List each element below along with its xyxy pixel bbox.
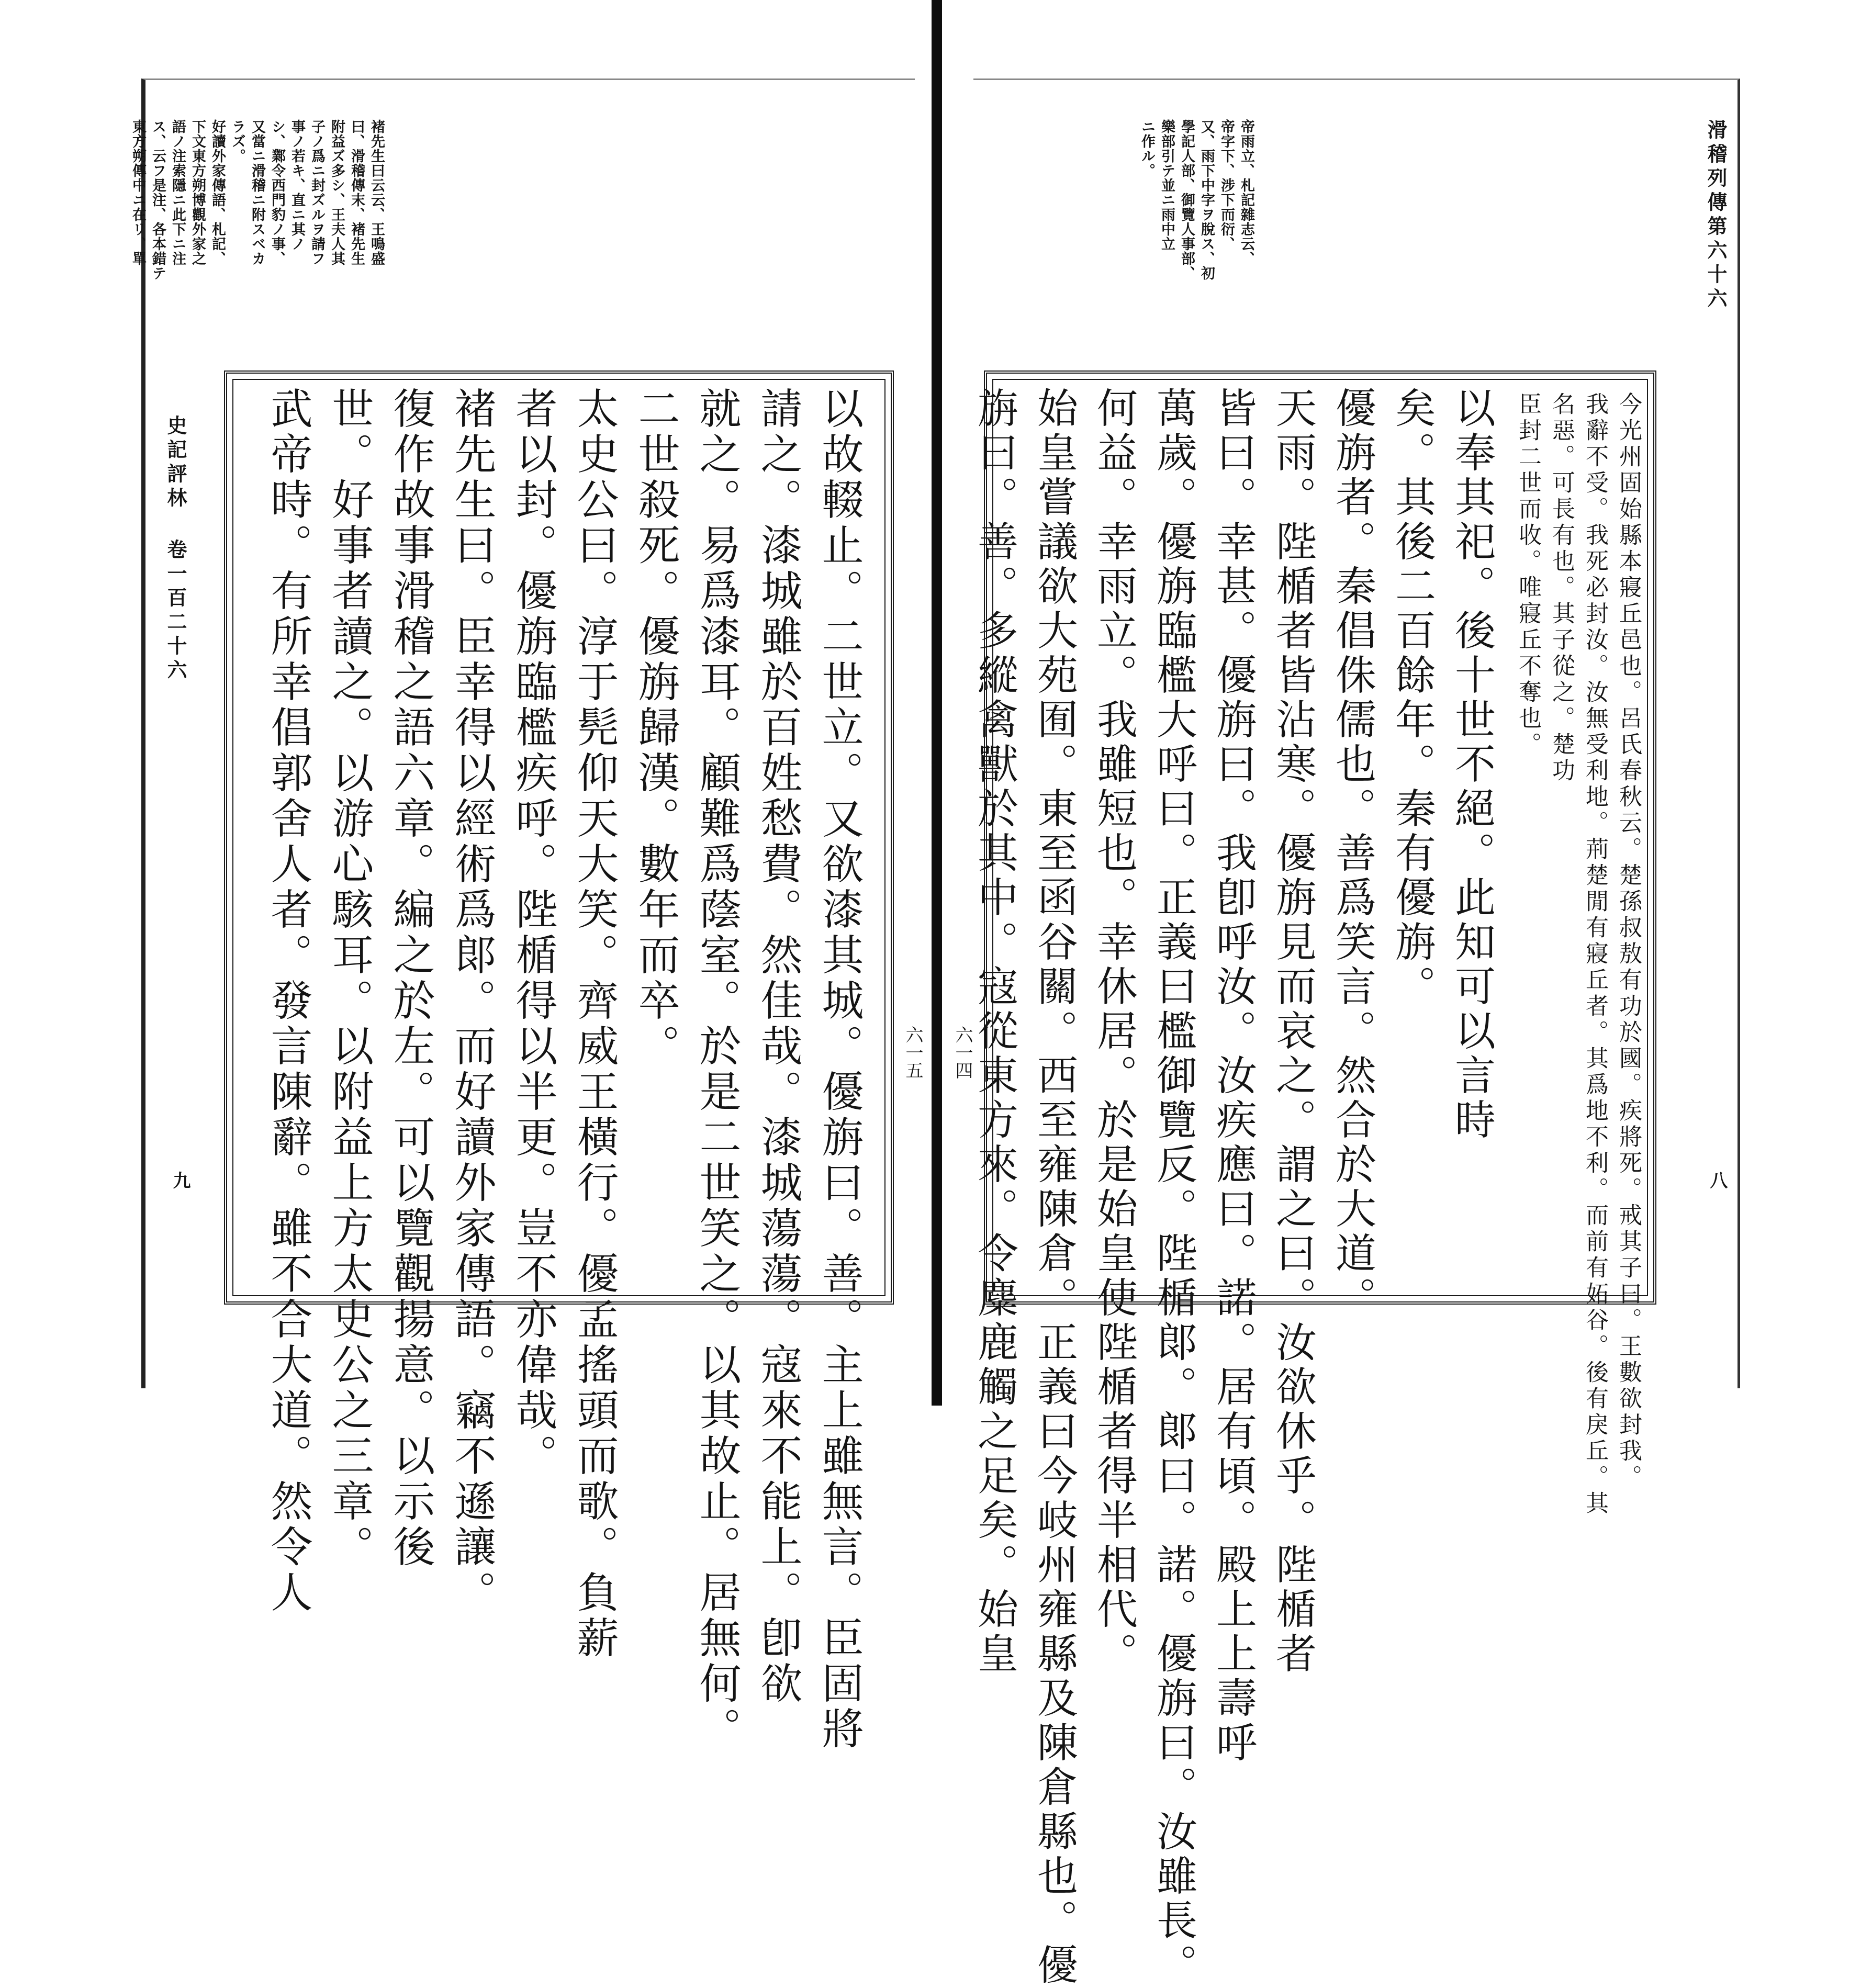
head-note-line: 附益ズ多シ、王夫人其 — [329, 119, 345, 266]
head-note-line: 學記人部、御覽人事部、 — [1179, 119, 1195, 280]
text-column: 始皇嘗議欲大苑囿。東至函谷關。西至雍陳倉。正義曰今岐州雍縣及陳倉縣也。優 — [1030, 387, 1078, 1988]
text-column: 世。好事者讀之。以游心駭耳。以附益上方太史公之三章。 — [325, 387, 374, 1570]
head-note-line: ラズ。 — [229, 119, 245, 163]
page-number: 八 — [1707, 1171, 1728, 1189]
text-column: 就之。易爲漆耳。顧難爲蔭室。於是二世笑之。以其故止。居無何。 — [692, 387, 741, 1753]
text-column: 何益。幸雨立。我雖短也。幸休居。於是始皇使陛楯者得半相代。 — [1090, 387, 1137, 1677]
head-note-line: 好讀外家傳語、札記、 — [209, 119, 226, 266]
head-note-line: 又當ニ滑稽ニ附スベカ — [249, 119, 265, 266]
head-note-line: 子ノ爲ニ封ズルヲ請フ — [309, 119, 325, 266]
text-column: 武帝時。有所幸倡郭舍人者。發言陳辭。雖不合大道。然令人 — [264, 387, 312, 1616]
running-header: 史記評林 卷一百二十六 — [164, 415, 187, 683]
book-spine — [932, 0, 942, 1406]
head-note-line: 帝雨立、札記雜志云、 — [1238, 119, 1254, 266]
head-note-line: 又、雨下中字ヲ脫ス、初 — [1198, 119, 1215, 280]
text-column: 優旃者。秦倡侏儒也。善爲笑言。然合於大道。 — [1329, 387, 1376, 1321]
commentary-column: 我辭不受。我死必封汝。汝無受利地。荊楚閒有寢丘者。其爲地不利。而前有妬谷。後有戾丘。其 — [1582, 392, 1608, 1517]
head-note-line: ニ作ル。 — [1139, 119, 1155, 178]
head-note-line: シ、鄴令西門豹ノ事、 — [269, 119, 285, 266]
main-text-columns — [965, 387, 1501, 1988]
text-column: 請之。漆城雖於百姓愁費。然佳哉。漆城蕩蕩。寇來不能上。卽欲 — [754, 387, 802, 1707]
head-note-line: 下文東方朔博觀外家之 — [189, 119, 206, 266]
left-head-notes — [128, 119, 386, 280]
head-note-line: 曰、滑稽傳末、褚先生 — [349, 119, 365, 266]
commentary-column: 名惡。可長有也。其子從之。楚功 — [1548, 392, 1575, 784]
text-column: 復作故事滑稽之語六章。編之於左。可以覽觀揚意。以示後 — [386, 387, 435, 1570]
head-note-line: 語ノ注索隱ニ此下ニ注 — [170, 119, 186, 266]
running-header: 滑稽列傳第六十六 — [1704, 119, 1728, 312]
text-column: 矣。其後二百餘年。秦有優旃。 — [1388, 387, 1436, 1009]
right-head-notes — [1137, 119, 1256, 280]
text-column: 以奉其祀。後十世不絕。此知可以言時 — [1448, 387, 1495, 1143]
text-column: 皆曰。幸甚。優旃曰。我卽呼汝。汝疾應曰。諾。居有頃。殿上上壽呼 — [1209, 387, 1257, 1766]
margin-page-number-left: 六一五 — [902, 1026, 923, 1079]
commentary-column: 今光州固始縣本寢丘邑也。呂氏春秋云。楚孫叔敖有功於國。疾將死。戒其子曰。王數欲封我。 — [1615, 392, 1642, 1491]
head-note-line: 事ノ若キ、直ニ其ノ — [289, 119, 305, 251]
intro-commentary — [1511, 392, 1645, 1517]
text-column: 太史公曰。淳于髡仰天大笑。齊威王橫行。優孟搖頭而歌。負薪 — [570, 387, 619, 1661]
page-number: 九 — [170, 1171, 190, 1189]
text-column: 天雨。陛楯者皆沾寒。優旃見而哀之。謂之曰。汝欲休乎。陛楯者 — [1269, 387, 1316, 1677]
text-frame — [971, 370, 1656, 1988]
head-note-line: ス、云フ是注、各本錯テ — [150, 119, 166, 280]
margin-page-number-right: 六一四 — [952, 1026, 973, 1079]
head-note-line: 樂部引テ並ニ雨中立 — [1159, 119, 1175, 251]
text-column: 二世殺死。優旃歸漢。數年而卒。 — [631, 387, 680, 1070]
text-frame — [224, 370, 894, 1753]
text-column: 萬歲。優旃臨檻大呼曰。正義曰檻御覽反。陛楯郞。郞曰。諾。優旃曰。汝雖長。 — [1150, 387, 1197, 1988]
text-column: 以故輟止。二世立。又欲漆其城。優旃曰。善。主上雖無言。臣固將 — [815, 387, 864, 1753]
commentary-column: 臣封二世而收。唯寢丘不奪也。 — [1515, 392, 1541, 758]
text-column: 褚先生曰。臣幸得以經術爲郞。而好讀外家傳語。竊不遜讓。 — [447, 387, 496, 1616]
left-page — [130, 78, 915, 1753]
main-text-columns — [257, 387, 870, 1753]
head-note-line: 帝字下、涉下而衍、 — [1218, 119, 1235, 251]
text-column: 者以封。優旃臨檻疾呼。陛楯得以半更。豈不亦偉哉。 — [509, 387, 557, 1479]
head-note-line: 東方朔傳中ニ在リ、單 — [130, 119, 146, 266]
head-note-line: 褚先生曰云云、王鳴盛 — [368, 119, 385, 266]
text-column: 旃曰。善。多縱禽獸於其中。寇從東方來。令麋鹿觸之足矣。始皇 — [971, 387, 1018, 1677]
right-page — [971, 78, 1740, 1988]
